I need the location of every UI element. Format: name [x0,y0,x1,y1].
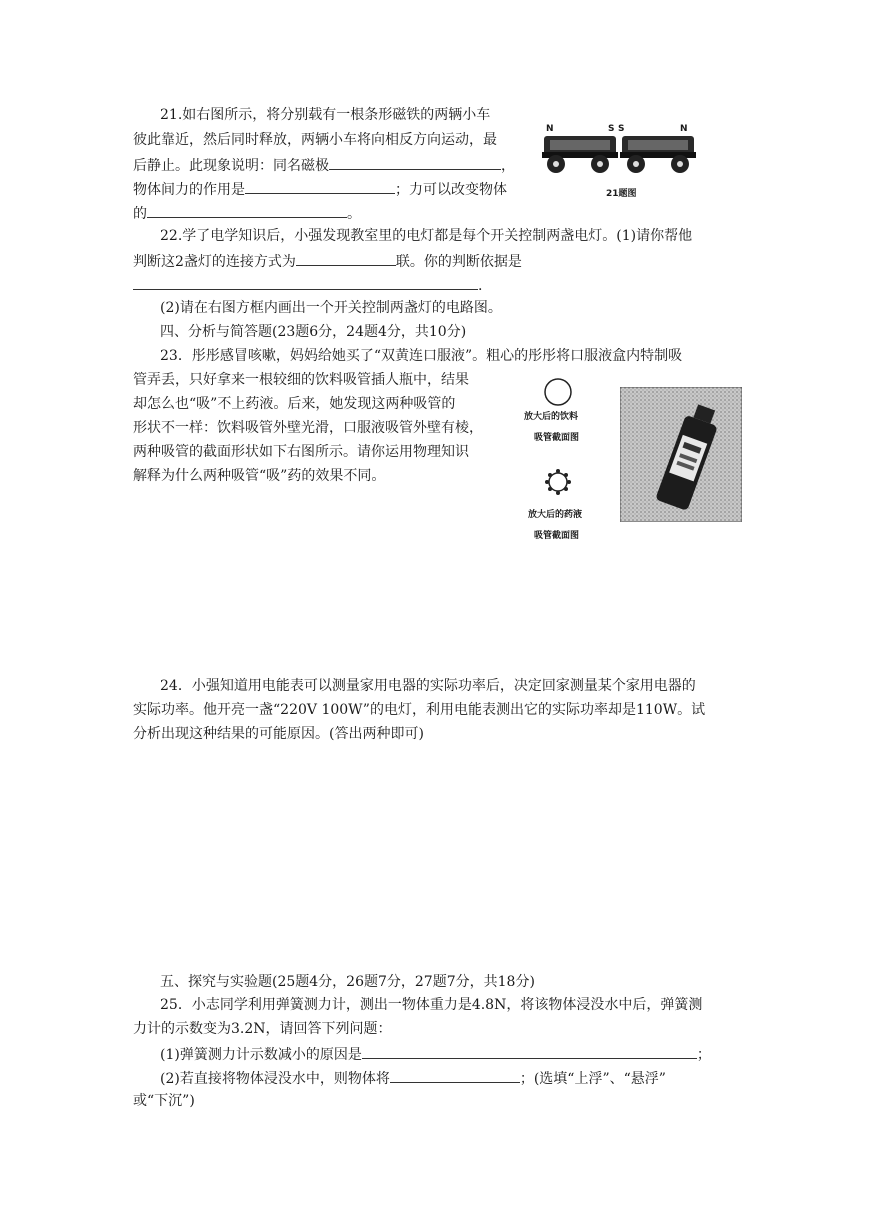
q21-line-3-end: ， [501,158,515,174]
q23-line-4: 形状不一样：饮料吸管外壁光滑，口服液吸管外壁有棱， [133,420,483,436]
straw-label-1b: 吸管截面图 [534,433,580,443]
q22-line-2-end: 联。你的判断依据是 [395,254,522,270]
q21-blank-2[interactable] [245,179,395,194]
figure-21-caption: 21题图 [606,189,637,199]
bottle-photo [620,387,742,522]
smooth-straw-section-icon [545,379,571,405]
q22-line-2 [133,251,522,271]
section-4-heading: 四、分析与简答题(23题6分，24题4分，共10分) [160,324,467,340]
q24-line-2: 实际功率。他开亮一盏“220V 100W”的电灯，利用电能表测出它的实际功率却是110W。试 [133,702,706,718]
straw-label-2a: 放大后的药液 [528,510,583,520]
q22-line-2-text: 判断这2盏灯的连接方式为 [133,254,296,270]
q25-line-2: 力计的示数变为3.2N，请回答下列问题： [133,1021,392,1037]
pole-label-4: N [680,124,688,134]
q21-line-3-text: 后静止。此现象说明：同名磁极 [133,158,329,174]
q21-blank-1[interactable] [329,155,501,170]
figure-23 [510,372,750,542]
section-5-heading: 五、探究与实验题(25题4分，26题7分，27题7分，共18分) [160,974,535,990]
q21-line-3 [133,155,515,175]
q25-line-4-text: (2)若直接将物体浸没水中，则物体将 [160,1071,390,1087]
q24-line-3: 分析出现这种结果的可能原因。(答出两种即可) [133,726,424,742]
pole-label-1: N [546,124,554,134]
q21-line-2: 彼此靠近，然后同时释放，两辆小车将向相反方向运动，最 [133,132,497,148]
q23-line-2: 管弄丢，只好拿来一根较细的饮料吸管插人瓶中，结果 [133,372,469,388]
q22-blank-1[interactable] [296,251,396,266]
straw-label-1a: 放大后的饮料 [524,412,579,422]
q23-line-1: 23．彤彤感冒咳嗽，妈妈给她买了“双黄连口服液”。粗心的彤彤将口服液盒内特制吸 [160,348,683,364]
q25-line-3 [160,1044,711,1064]
q25-line-5: 或“下沉”) [133,1093,195,1109]
q25-line-1: 25．小志同学利用弹簧测力计，测出一物体重力是4.8N，将该物体浸没水中后，弹簧测 [160,997,703,1013]
q25-line-4 [160,1068,666,1088]
q23-line-6: 解释为什么两种吸管“吸”药的效果不同。 [133,468,386,484]
q21-blank-3[interactable] [147,203,347,218]
q25-blank-1[interactable] [362,1044,697,1059]
q22-line-3 [133,275,482,295]
q25-blank-2[interactable] [390,1068,520,1083]
q25-line-4-end: ；(选填“上浮”、“悬浮” [519,1071,666,1087]
q25-line-3-end: ； [696,1047,711,1063]
q21-line-4-text: 物体间力的作用是 [133,182,245,198]
q22-line-3-end: . [478,278,483,294]
pole-label-2: S [608,124,615,134]
q21-line-5-end: 。 [347,206,361,222]
q21-line-5-text: 的 [133,206,147,222]
pole-label-3: S [618,124,625,134]
q22-line-1: 22.学了电学知识后，小强发现教室里的电灯都是每个开关控制两盏电灯。(1)请你帮他 [160,228,693,244]
q21-line-5 [133,203,361,223]
q21-line-4-end: ；力可以改变物体 [395,182,507,198]
figure-21 [538,112,708,208]
q23-line-3: 却怎么也“吸”不上药液。后来，她发现这两种吸管的 [133,396,456,412]
straw-label-2b: 吸管截面图 [534,531,580,541]
q22-blank-2[interactable] [133,275,478,290]
q22-line-4: (2)请在右图方框内画出一个开关控制两盏灯的电路图。 [160,300,502,316]
q21-line-1: 21.如右图所示，将分别载有一根条形磁铁的两辆小车 [160,107,491,123]
q25-line-3-text: (1)弹簧测力计示数减小的原因是 [160,1047,362,1063]
q21-line-4 [133,179,507,199]
q23-line-5: 两种吸管的截面形状如下右图所示。请你运用物理知识 [133,444,469,460]
q24-line-1: 24．小强知道用电能表可以测量家用电器的实际功率后，决定回家测量某个家用电器的 [160,678,696,694]
